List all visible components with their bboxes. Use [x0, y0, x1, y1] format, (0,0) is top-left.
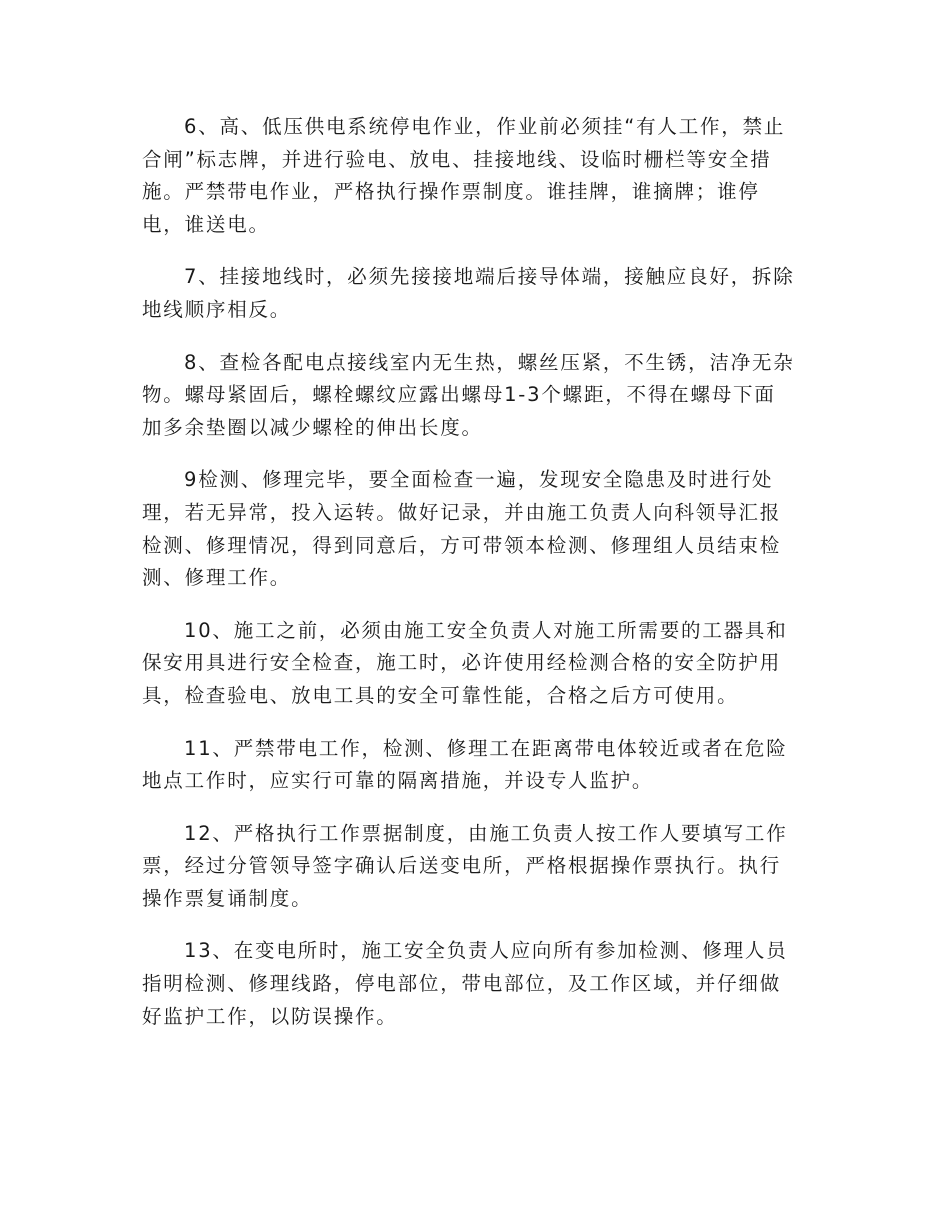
paragraph-8 [142, 347, 802, 445]
paragraph-6 [142, 111, 802, 241]
text-line: 9检测、修理完毕，要全面检查一遍，发现安全隐患及时进行处 [184, 468, 774, 492]
text-line: 8、查检各配电点接线室内无生热，螺丝压紧，不生锈，洁净无杂 [184, 350, 795, 374]
text-line: 12、严格执行工作票据制度，由施工负责人按工作人要填写工作 [184, 821, 788, 845]
text-line: 7、挂接地线时，必须先接接地端后接导体端，接触应良好，拆除 [184, 265, 795, 289]
text-line: 加多余垫圈以减少螺栓的伸出长度。 [142, 415, 483, 439]
text-line: 保安用具进行安全检查，施工时，必许使用经检测合格的安全防护用 [142, 651, 782, 675]
paragraph-12 [142, 818, 802, 916]
text-line: 电，谁送电。 [142, 212, 270, 236]
text-line: 地点工作时，应实行可靠的隔离措施，并设专人监护。 [142, 769, 654, 793]
text-line: 指明检测、修理线路，停电部位，带电部位，及工作区域，并仔细做 [142, 972, 782, 996]
text-line: 地线顺序相反。 [142, 297, 292, 321]
paragraph-10 [142, 615, 802, 713]
paragraph-7 [142, 261, 802, 326]
text-line: 13、在变电所时，施工安全负责人应向所有参加检测、修理人员 [184, 939, 788, 963]
text-line: 合闸”标志牌，并进行验电、放电、挂接地线、设临时栅栏等安全措 [142, 147, 772, 171]
document-body [142, 111, 802, 1053]
text-line: 好监护工作，以防误操作。 [142, 1004, 398, 1028]
text-line: 11、严禁带电工作，检测、修理工在距离带电体较近或者在危险 [184, 736, 788, 760]
paragraph-13 [142, 935, 802, 1033]
text-line: 10、施工之前，必须由施工安全负责人对施工所需要的工器具和 [184, 618, 788, 642]
paragraph-11 [142, 733, 802, 798]
paragraph-9 [142, 464, 802, 594]
text-line: 操作票复诵制度。 [142, 886, 313, 910]
text-line: 测、修理工作。 [142, 566, 292, 590]
text-line: 理，若无异常，投入运转。做好记录，并由施工负责人向科领导汇报 [142, 500, 782, 524]
text-line: 票，经过分管领导签字确认后送变电所，严格根据操作票执行。执行 [142, 854, 782, 878]
text-line: 检测、修理情况，得到同意后，方可带领本检测、修理组人员结束检 [142, 533, 782, 557]
text-line: 物。螺母紧固后，螺栓螺纹应露出螺母1-3个螺距，不得在螺母下面 [142, 383, 776, 407]
text-line: 6、高、低压供电系统停电作业，作业前必须挂“有人工作，禁止 [184, 115, 786, 138]
text-line: 施。严禁带电作业，严格执行操作票制度。谁挂牌，谁摘牌；谁停 [142, 180, 760, 204]
text-line: 具，检查验电、放电工具的安全可靠性能，合格之后方可使用。 [142, 683, 739, 707]
